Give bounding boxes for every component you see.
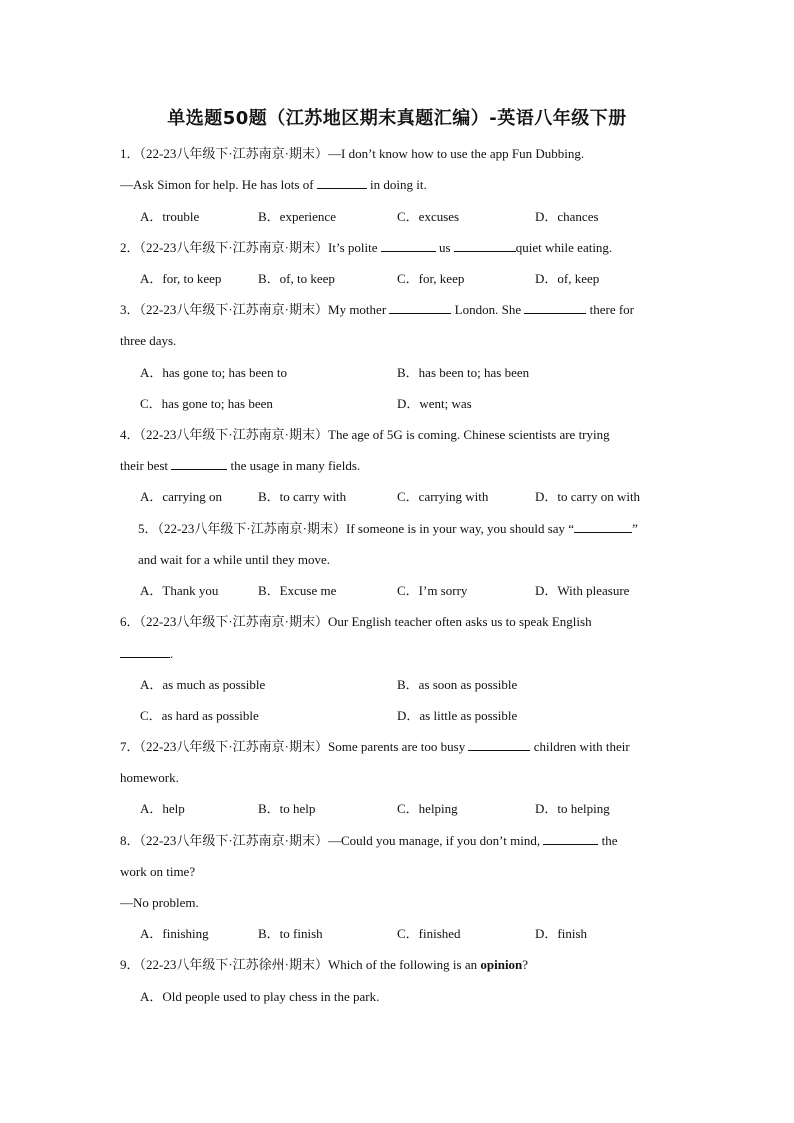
option-a[interactable]: A．trouble	[140, 209, 200, 224]
question-text: —Ask Simon for help. He has lots of	[120, 177, 317, 192]
question-text: children with their	[530, 739, 630, 754]
question-6-line-2	[120, 645, 173, 663]
option-c[interactable]: C．carrying with	[397, 489, 489, 504]
option-d[interactable]: D．of, keep	[535, 271, 600, 286]
question-number: 2．	[120, 240, 140, 255]
question-text: The age of 5G is coming. Chinese scientists are trying	[328, 427, 610, 442]
question-text: ”	[632, 521, 638, 536]
question-5-line-2: and wait for a while until they move.	[138, 552, 331, 567]
option-b[interactable]: B．Excuse me	[258, 583, 337, 598]
question-text: My mother	[328, 302, 390, 317]
question-text: —Could you manage, if you don’t mind,	[328, 833, 544, 848]
question-source: （22-23八年级下·江苏徐州·期末）	[139, 957, 329, 972]
question-5-stem	[138, 520, 638, 538]
option-a[interactable]: A．Thank you	[140, 583, 219, 598]
question-3-line-2: three days.	[120, 333, 177, 348]
option-b[interactable]: B．to carry with	[258, 489, 347, 504]
question-source: （22-23八年级下·江苏南京·期末）	[139, 146, 329, 161]
option-b[interactable]: B．to help	[258, 801, 316, 816]
option-c[interactable]: C．has gone to; has been	[140, 396, 273, 411]
option-a[interactable]: A．Old people used to play chess in the park.	[140, 989, 380, 1004]
question-number: 3．	[120, 302, 140, 317]
option-b[interactable]: B．to finish	[258, 926, 323, 941]
option-c[interactable]: C．I’m sorry	[397, 583, 468, 598]
question-8-stem	[120, 832, 617, 850]
option-c[interactable]: C．excuses	[397, 209, 460, 224]
option-d[interactable]: D．to helping	[535, 801, 610, 816]
answer-blank	[120, 645, 170, 658]
answer-blank	[317, 176, 367, 189]
answer-blank	[543, 832, 598, 845]
option-a[interactable]: A．has gone to; has been to	[140, 365, 287, 380]
option-d[interactable]: D．as little as possible	[397, 708, 518, 723]
question-number: 9．	[120, 957, 140, 972]
question-source: （22-23八年级下·江苏南京·期末）	[139, 739, 329, 754]
answer-blank	[389, 301, 451, 314]
question-8-line-2: work on time?	[120, 864, 196, 879]
question-number: 7．	[120, 739, 140, 754]
option-d[interactable]: D．finish	[535, 926, 588, 941]
question-9-stem	[120, 956, 528, 974]
question-7-stem	[120, 738, 630, 756]
question-text: .	[170, 646, 174, 661]
option-b[interactable]: B．as soon as possible	[397, 677, 518, 692]
question-text: the usage in many fields.	[227, 458, 361, 473]
answer-blank	[381, 239, 436, 252]
option-b[interactable]: B．of, to keep	[258, 271, 335, 286]
question-2-stem	[120, 239, 612, 257]
question-text: in doing it.	[366, 177, 427, 192]
question-text: us	[435, 240, 454, 255]
option-b[interactable]: B．has been to; has been	[397, 365, 530, 380]
question-source: （22-23八年级下·江苏南京·期末）	[139, 614, 329, 629]
question-text: there for	[586, 302, 634, 317]
question-source: （22-23八年级下·江苏南京·期末）	[139, 302, 329, 317]
answer-blank	[454, 239, 516, 252]
question-4-line-2	[120, 457, 360, 475]
question-1-line-2	[120, 176, 427, 194]
question-number: 1．	[120, 146, 140, 161]
option-d[interactable]: D．chances	[535, 209, 599, 224]
answer-blank	[524, 301, 586, 314]
answer-blank	[468, 738, 530, 751]
question-text: Some parents are too busy	[328, 739, 469, 754]
question-source: （22-23八年级下·江苏南京·期末）	[139, 833, 329, 848]
question-source: （22-23八年级下·江苏南京·期末）	[157, 521, 347, 536]
question-8-line-3: —No problem.	[120, 895, 199, 910]
question-1-stem	[120, 145, 584, 163]
question-4-stem	[120, 426, 610, 444]
option-d[interactable]: D．went; was	[397, 396, 472, 411]
option-a[interactable]: A．as much as possible	[140, 677, 266, 692]
question-text: —I don’t know how to use the app Fun Dubbing.	[328, 146, 585, 161]
question-text: Our English teacher often asks us to speak English	[328, 614, 592, 629]
page-title: 单选题50题（江苏地区期末真题汇编）-英语八年级下册	[167, 108, 627, 129]
question-number: 8．	[120, 833, 140, 848]
question-text: ?	[522, 957, 529, 972]
option-c[interactable]: C．as hard as possible	[140, 708, 259, 723]
question-source: （22-23八年级下·江苏南京·期末）	[139, 240, 329, 255]
question-number: 5．	[138, 521, 158, 536]
question-text: Which of the following is an	[328, 957, 481, 972]
question-text: It’s polite	[328, 240, 381, 255]
option-c[interactable]: C．finished	[397, 926, 461, 941]
question-text: quiet while eating.	[515, 240, 613, 255]
option-a[interactable]: A．help	[140, 801, 185, 816]
option-b[interactable]: B．experience	[258, 209, 336, 224]
option-c[interactable]: C．helping	[397, 801, 458, 816]
question-number: 4．	[120, 427, 140, 442]
question-source: （22-23八年级下·江苏南京·期末）	[139, 427, 329, 442]
question-text: the	[598, 833, 618, 848]
question-6-stem	[120, 613, 592, 631]
emphasized-word: opinion	[480, 957, 523, 972]
question-text: If someone is in your way, you should say “	[346, 521, 575, 536]
question-text: their best	[120, 458, 172, 473]
answer-blank	[574, 520, 632, 533]
question-3-stem	[120, 301, 634, 319]
option-d[interactable]: D．to carry on with	[535, 489, 641, 504]
option-a[interactable]: A．carrying on	[140, 489, 222, 504]
question-7-line-2: homework.	[120, 770, 179, 785]
option-c[interactable]: C．for, keep	[397, 271, 465, 286]
option-d[interactable]: D．With pleasure	[535, 583, 630, 598]
question-text: London. She	[451, 302, 525, 317]
option-a[interactable]: A．finishing	[140, 926, 209, 941]
option-a[interactable]: A．for, to keep	[140, 271, 222, 286]
answer-blank	[171, 457, 227, 470]
question-number: 6．	[120, 614, 140, 629]
